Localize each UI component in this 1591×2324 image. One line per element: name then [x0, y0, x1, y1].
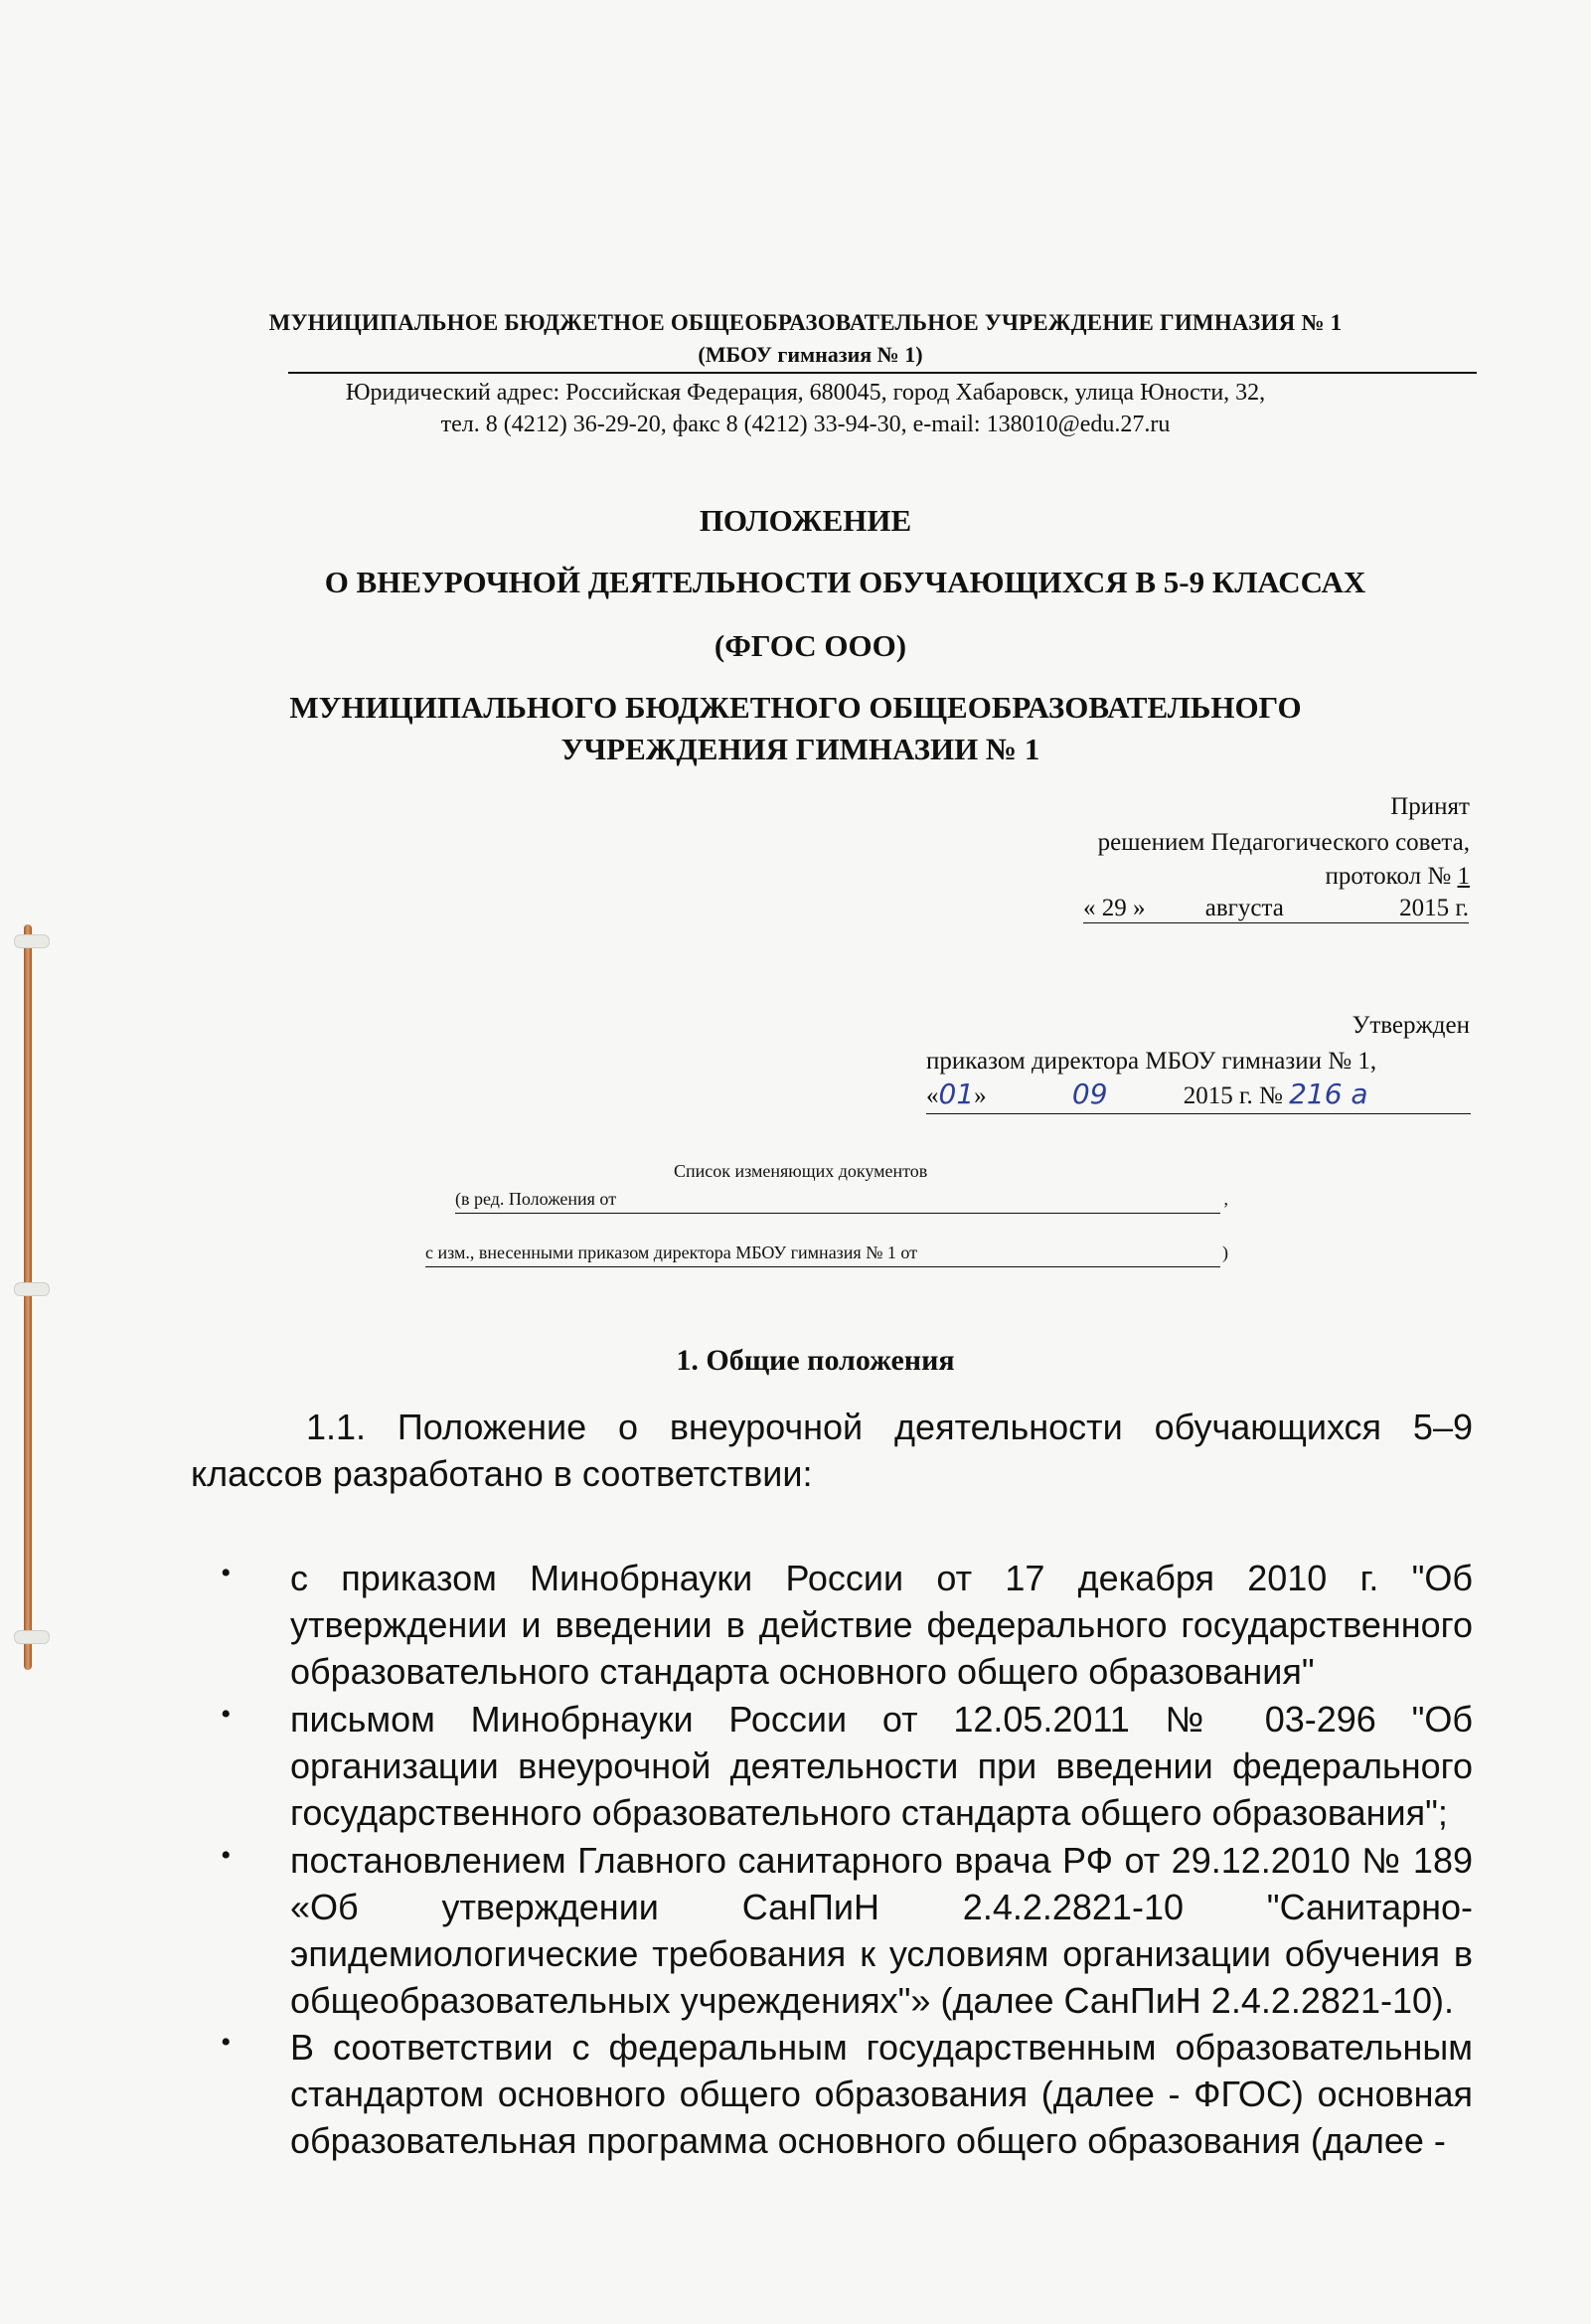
punch-hole: [14, 1282, 50, 1296]
org-contacts: тел. 8 (4212) 36-29-20, факс 8 (4212) 33-94-30, e-mail: 138010@edu.27.ru: [440, 412, 1171, 437]
org-name: МУНИЦИПАЛЬНОЕ БЮДЖЕТНОЕ ОБЩЕОБРАЗОВАТЕЛЬНОЕ УЧРЕЖДЕНИЕ ГИМНАЗИЯ № 1: [268, 310, 1343, 335]
approved-date: «01» 09 2015 г. № 216 а: [926, 1078, 1471, 1114]
handwritten-day: 01: [938, 1078, 975, 1110]
doc-title: ПОЛОЖЕНИЕ: [699, 503, 912, 538]
changes-line-2: с изм., внесенными приказом директора МБОУ гимназия № 1 от ): [425, 1243, 1220, 1267]
punch-hole: [14, 1630, 50, 1644]
list-item: В соответствии с федеральным государственным образовательным стандартом основного общего образования (далее - ФГОС) основная образовательная программа основного общего образования (далее -: [290, 2027, 1473, 2161]
accepted-date: « 29 » августа 2015 г.: [1083, 895, 1469, 921]
doc-org-line1: МУНИЦИПАЛЬНОГО БЮДЖЕТНОГО ОБЩЕОБРАЗОВАТЕЛЬНОГО: [289, 690, 1302, 725]
doc-org-line2: УЧРЕЖДЕНИЯ ГИМНАЗИИ № 1: [560, 732, 1040, 766]
accepted-protocol: протокол № 1: [1325, 863, 1470, 890]
bullet-marker: •: [221, 1557, 232, 1589]
list-item: постановлением Главного санитарного врача РФ от 29.12.2010 № 189 «Об утверждении СанПиН 2.4.2.2821-10 "Санитарно-эпидемиологические требования к условиям организации обучения в общеобразовательных учреждениях"» (далее СанПиН 2.4.2.2821-10).: [290, 1840, 1473, 2021]
handwritten-order-number: 216 а: [1289, 1078, 1368, 1110]
list-item: с приказом Минобрнауки России от 17 декабря 2010 г. "Об утверждении и введении в действие федерального государственного образовательного стандарта основного общего образования": [290, 1558, 1473, 1692]
list-item: письмом Минобрнауки России от 12.05.2011 № 03-296 "Об организации внеурочной деятельности при введении федерального государственного образовательного стандарта общего образования";: [290, 1699, 1473, 1833]
accepted-by: решением Педагогического совета,: [1097, 829, 1470, 856]
approved-label: Утвержден: [1352, 1012, 1470, 1039]
changes-line-1: (в ред. Положения от ,: [455, 1189, 1220, 1214]
approved-by: приказом директора МБОУ гимназии № 1,: [926, 1048, 1377, 1075]
org-short-name: (МБОУ гимназия № 1): [698, 342, 923, 367]
doc-standard: (ФГОС ООО): [714, 628, 907, 663]
changes-title: Список изменяющих документов: [674, 1161, 928, 1181]
bullet-marker: •: [221, 1698, 232, 1731]
punch-hole: [14, 934, 50, 948]
accepted-label: Принят: [1390, 793, 1470, 820]
org-address: Юридический адрес: Российская Федерация, 680045, город Хабаровск, улица Юности, 32,: [345, 380, 1266, 406]
section-intro: 1.1. Положение о внеурочной деятельности обучающихся 5–9 классов разработано в соответствии:: [191, 1407, 1473, 1494]
bullet-marker: •: [221, 1839, 232, 1872]
handwritten-month: 09: [1071, 1078, 1108, 1110]
protocol-number: 1: [1457, 863, 1470, 890]
doc-subtitle: О ВНЕУРОЧНОЙ ДЕЯТЕЛЬНОСТИ ОБУЧАЮЩИХСЯ В 5-9 КЛАССАХ: [324, 565, 1366, 599]
section-title: 1. Общие положения: [676, 1344, 955, 1377]
letterhead-divider: [288, 372, 1477, 374]
bullet-marker: •: [221, 2026, 232, 2059]
binding-thread: [24, 924, 32, 1670]
